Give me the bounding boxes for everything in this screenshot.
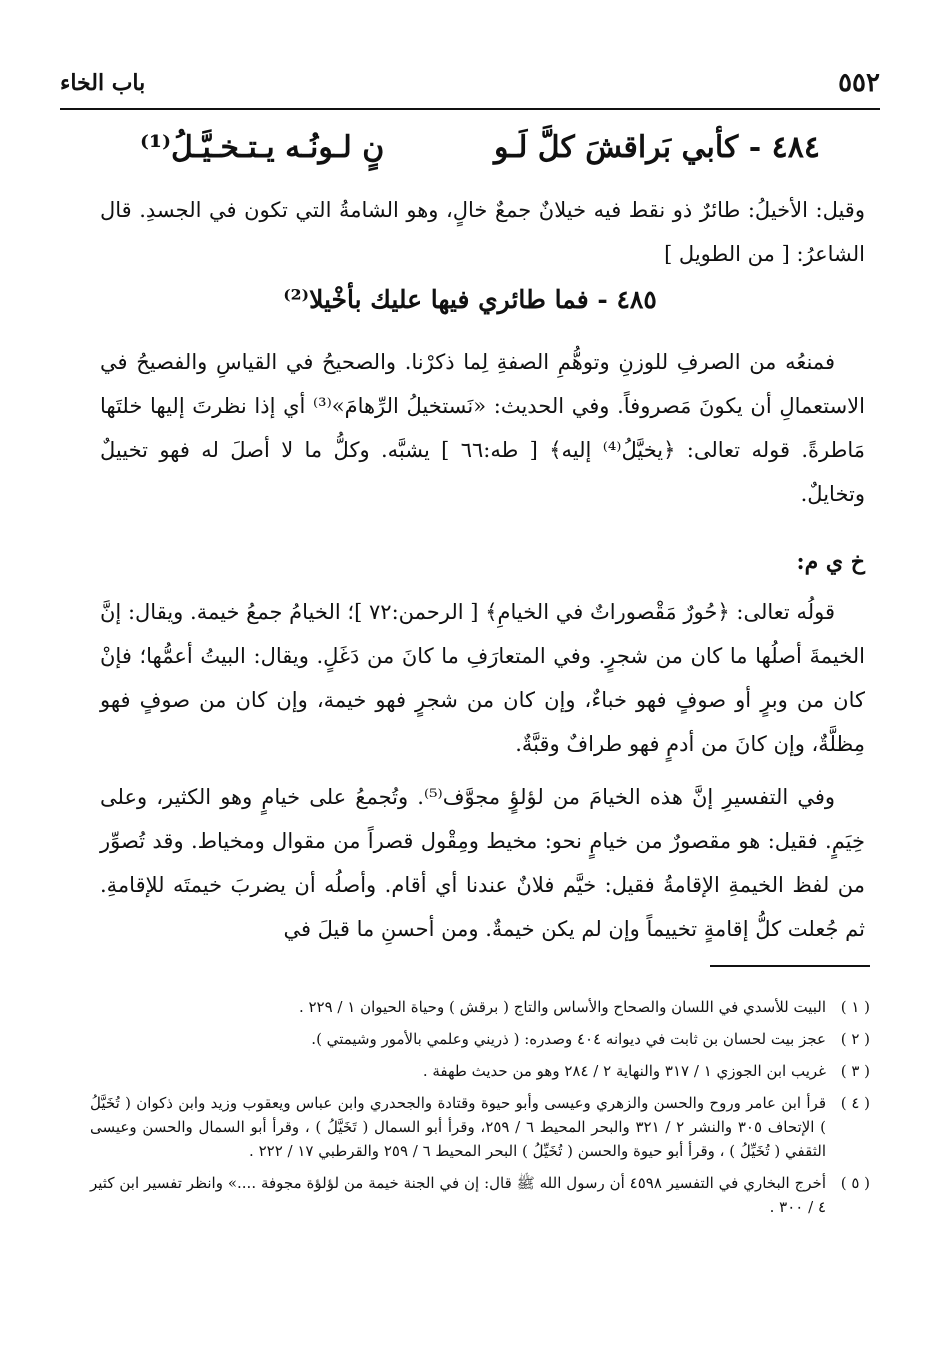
footnote-number: ( ١ )	[840, 998, 870, 1016]
page-number: ٥٥٢	[838, 68, 880, 98]
paragraph-khiyam: قولُه تعالى: ﴿حُورٌ مَقْصوراتٌ في الخيامِ﴾ [ الرحمن:٧٢ ]؛ الخيامُ جمعُ خيمة. ويقال: إنَّ الخيمةَ أصلُها ما كان من شجرٍ. وفي المتعارَفِ ما كانَ من دَغَلٍ. ويقال: البيتُ أعمُّها؛ فإنْ كان من وبرٍ أو صوفٍ فهو خباءٌ، وإن كان من شجرٍ فهو خيمة، وإن كان من صوفٍ فهو مِظلَّةٌ، وإن كانَ من أدمٍ فهو طرافٌ وقبَّةٌ.	[100, 600, 865, 756]
footnote-number: ( ٥ )	[840, 1174, 870, 1192]
verse-484-first-hemistich: ٤٨٤ - كأبي بَراقشَ كلَّ لَـو	[493, 130, 820, 165]
verse-485: ٤٨٥ - فما طائري فيها عليك بأخْيلا⁽²⁾	[283, 285, 657, 314]
footnote-text: عجز بيت لحسان بن ثابت في ديوانه ٤٠٤ وصدره: ( ذريني وعلمي بالأمور وشيمتي ).	[311, 1030, 826, 1048]
footnote-divider	[710, 965, 870, 967]
paragraph-tafsir: وفي التفسيرِ إنَّ هذه الخيامَ من لؤلؤٍ مجوَّف⁽⁵⁾. وتُجمعُ على خيامٍ وهو الكثير، وعلى خِيَمٍ. فقيل: هو مقصورٌ من خيامٍ نحو: مخيط ومِقْول قصراً من مقوال ومخياط. وقد تُصوِّر من لفظ الخيمةِ الإقامةُ فقيل: خيَّم فلانٌ عندنا أي أقام. وأصلُه أن يضربَ خيمتَه للإقامةِ. ثم جُعلت كلُّ إقامةٍ تخييماً وإن لم يكن خيمةٌ. ومن أحسنِ ما قيلَ في	[100, 785, 865, 941]
footnote-2	[90, 1027, 870, 1051]
paragraph-akhyal: وقيل: الأخيلُ: طائرٌ ذو نقط فيه خيلانٌ جمعٌ خالٍ، وهو الشامةُ التي تكون في الجسدِ. قال الشاعرُ: [ من الطويل ]	[100, 198, 865, 266]
footnote-1	[90, 995, 870, 1019]
footnote-number: ( ٣ )	[840, 1062, 870, 1080]
footnote-text: قرأ ابن عامر وروح والحسن والزهري وعيسى وأبو حيوة وقتادة والجحدري وابن عباس ويعقوب وزيد وابن ذكوان ( تُخَيَّلُ ) الإتحاف ٣٠٥ والنشر ٢ / ٣٢١ والبحر المحيط ٦ / ٢٥٩، وقرأ أبو السمال ( تَخَيَّلُ ) ، وقرأ أبو السمال والحسن وعيسى الثقفي ( تُخَيِّلُ ) ، وقرأ أبو حيوة والحسن ( تُخَيِّلُ ) البحر المحيط ٦ / ٢٥٩ والقرطبي ١٧ / ٢٢٢ .	[90, 1094, 826, 1160]
footnote-3	[90, 1059, 870, 1083]
verse-484-second-hemistich: نٍ لـونُـه يـتـخـيَّـلُ⁽¹⁾	[140, 130, 385, 165]
footnote-4	[90, 1091, 870, 1163]
chapter-title: باب الخاء	[60, 70, 146, 96]
page-header	[60, 68, 880, 110]
paragraph-sarf: فمنعُه من الصرفِ للوزنِ وتوهُّمِ الصفةِ لِما ذكرْنا. والصحيحُ في القياسِ والفصيحُ في الاستعمالِ أن يكونَ مَصروفاً. وفي الحديث: «نَستخيلُ الرِّهامَ»⁽³⁾ أي إذا نظرتَ إليها خلتَها مَاطرةً. قوله تعالى: ﴿يخيَّلُ⁽⁴⁾ إليه﴾ [ طه:٦٦ ] يشبَّه. وكلُّ ما لا أصلَ له فهو تخييلٌ وتخايلٌ.	[100, 350, 865, 506]
footnote-text: البيت للأسدي في اللسان والصحاح والأساس والتاج ( برقش ) وحياة الحيوان ١ / ٢٢٩ .	[298, 998, 826, 1016]
footnote-5	[90, 1171, 870, 1219]
footnote-number: ( ٢ )	[840, 1030, 870, 1048]
footnotes	[90, 995, 870, 1227]
footnote-number: ( ٤ )	[840, 1094, 870, 1112]
root-heading: خ ي م:	[796, 549, 865, 575]
verse-484	[140, 130, 820, 165]
footnote-text: أخرج البخاري في التفسير ٤٥٩٨ أن رسول الله ﷺ قال: إن في الجنة خيمة من لؤلؤة مجوفة ....» وانظر تفسير ابن كثير ٤ / ٣٠٠ .	[90, 1174, 826, 1216]
footnote-text: غريب ابن الجوزي ١ / ٣١٧ والنهاية ٢ / ٢٨٤ وهو من حديث طهفة .	[422, 1062, 826, 1080]
